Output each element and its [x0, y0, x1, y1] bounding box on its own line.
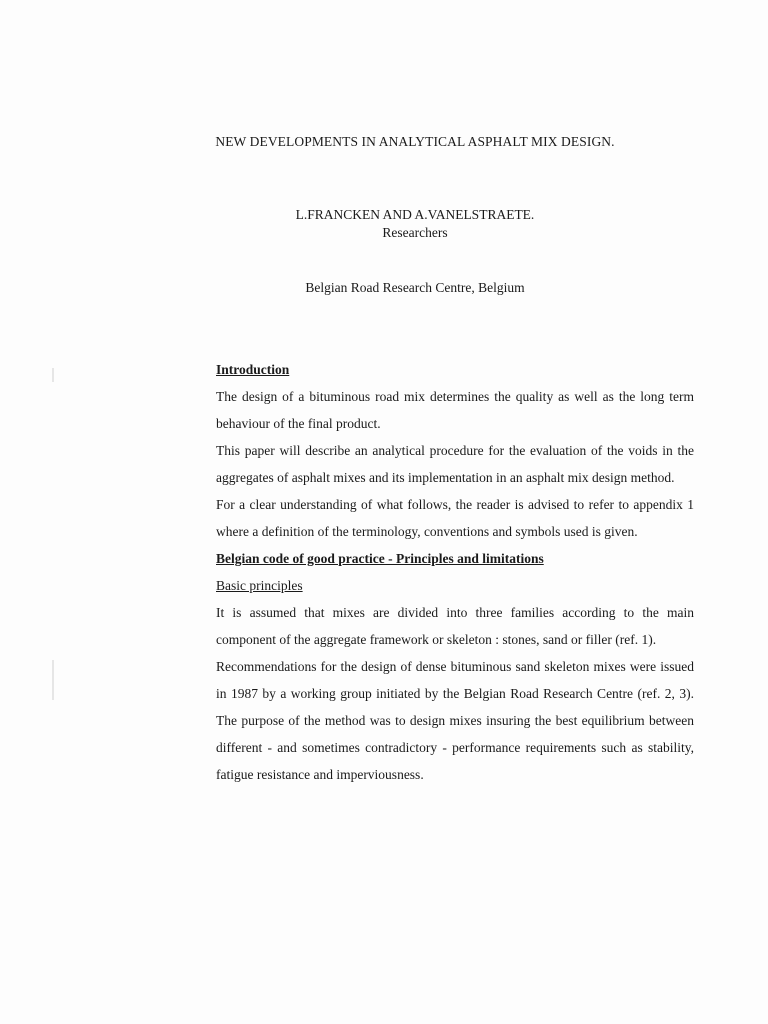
section-heading-belgian-code: Belgian code of good practice - Principles and limitations — [216, 551, 544, 566]
section-heading-introduction: Introduction — [216, 362, 290, 377]
author-role: Researchers — [382, 225, 448, 240]
subsection-heading-basic-principles: Basic principles — [216, 578, 303, 593]
document-body — [216, 356, 694, 788]
scan-artifact — [52, 660, 54, 700]
paragraph: Recommendations for the design of dense bituminous sand skeleton mixes were issued in 1987 by a working group initiated by the Belgian Road Research Centre (ref. 2, 3). The purpose of the method was to design mixes insuring the best equilibrium between different - and sometimes contradictory - performance requirements such as stability, fatigue resistance and imperviousness. — [216, 659, 694, 782]
paragraph: This paper will describe an analytical procedure for the evaluation of the voids in the aggregates of asphalt mixes and its implementation in an asphalt mix design method. — [216, 443, 694, 485]
document-title: NEW DEVELOPMENTS IN ANALYTICAL ASPHALT MIX DESIGN. — [215, 134, 615, 149]
paragraph: For a clear understanding of what follows, the reader is advised to refer to appendix 1 where a definition of the terminology, conventions and symbols used is given. — [216, 497, 694, 539]
scan-artifact — [52, 368, 54, 382]
document-authors: L.FRANCKEN AND A.VANELSTRAETE. — [295, 207, 535, 222]
paragraph: The design of a bituminous road mix determines the quality as well as the long term behaviour of the final product. — [216, 389, 694, 431]
paragraph: It is assumed that mixes are divided into three families according to the main component of the aggregate framework or skeleton : stones, sand or filler (ref. 1). — [216, 605, 694, 647]
author-institution: Belgian Road Research Centre, Belgium — [305, 280, 525, 295]
